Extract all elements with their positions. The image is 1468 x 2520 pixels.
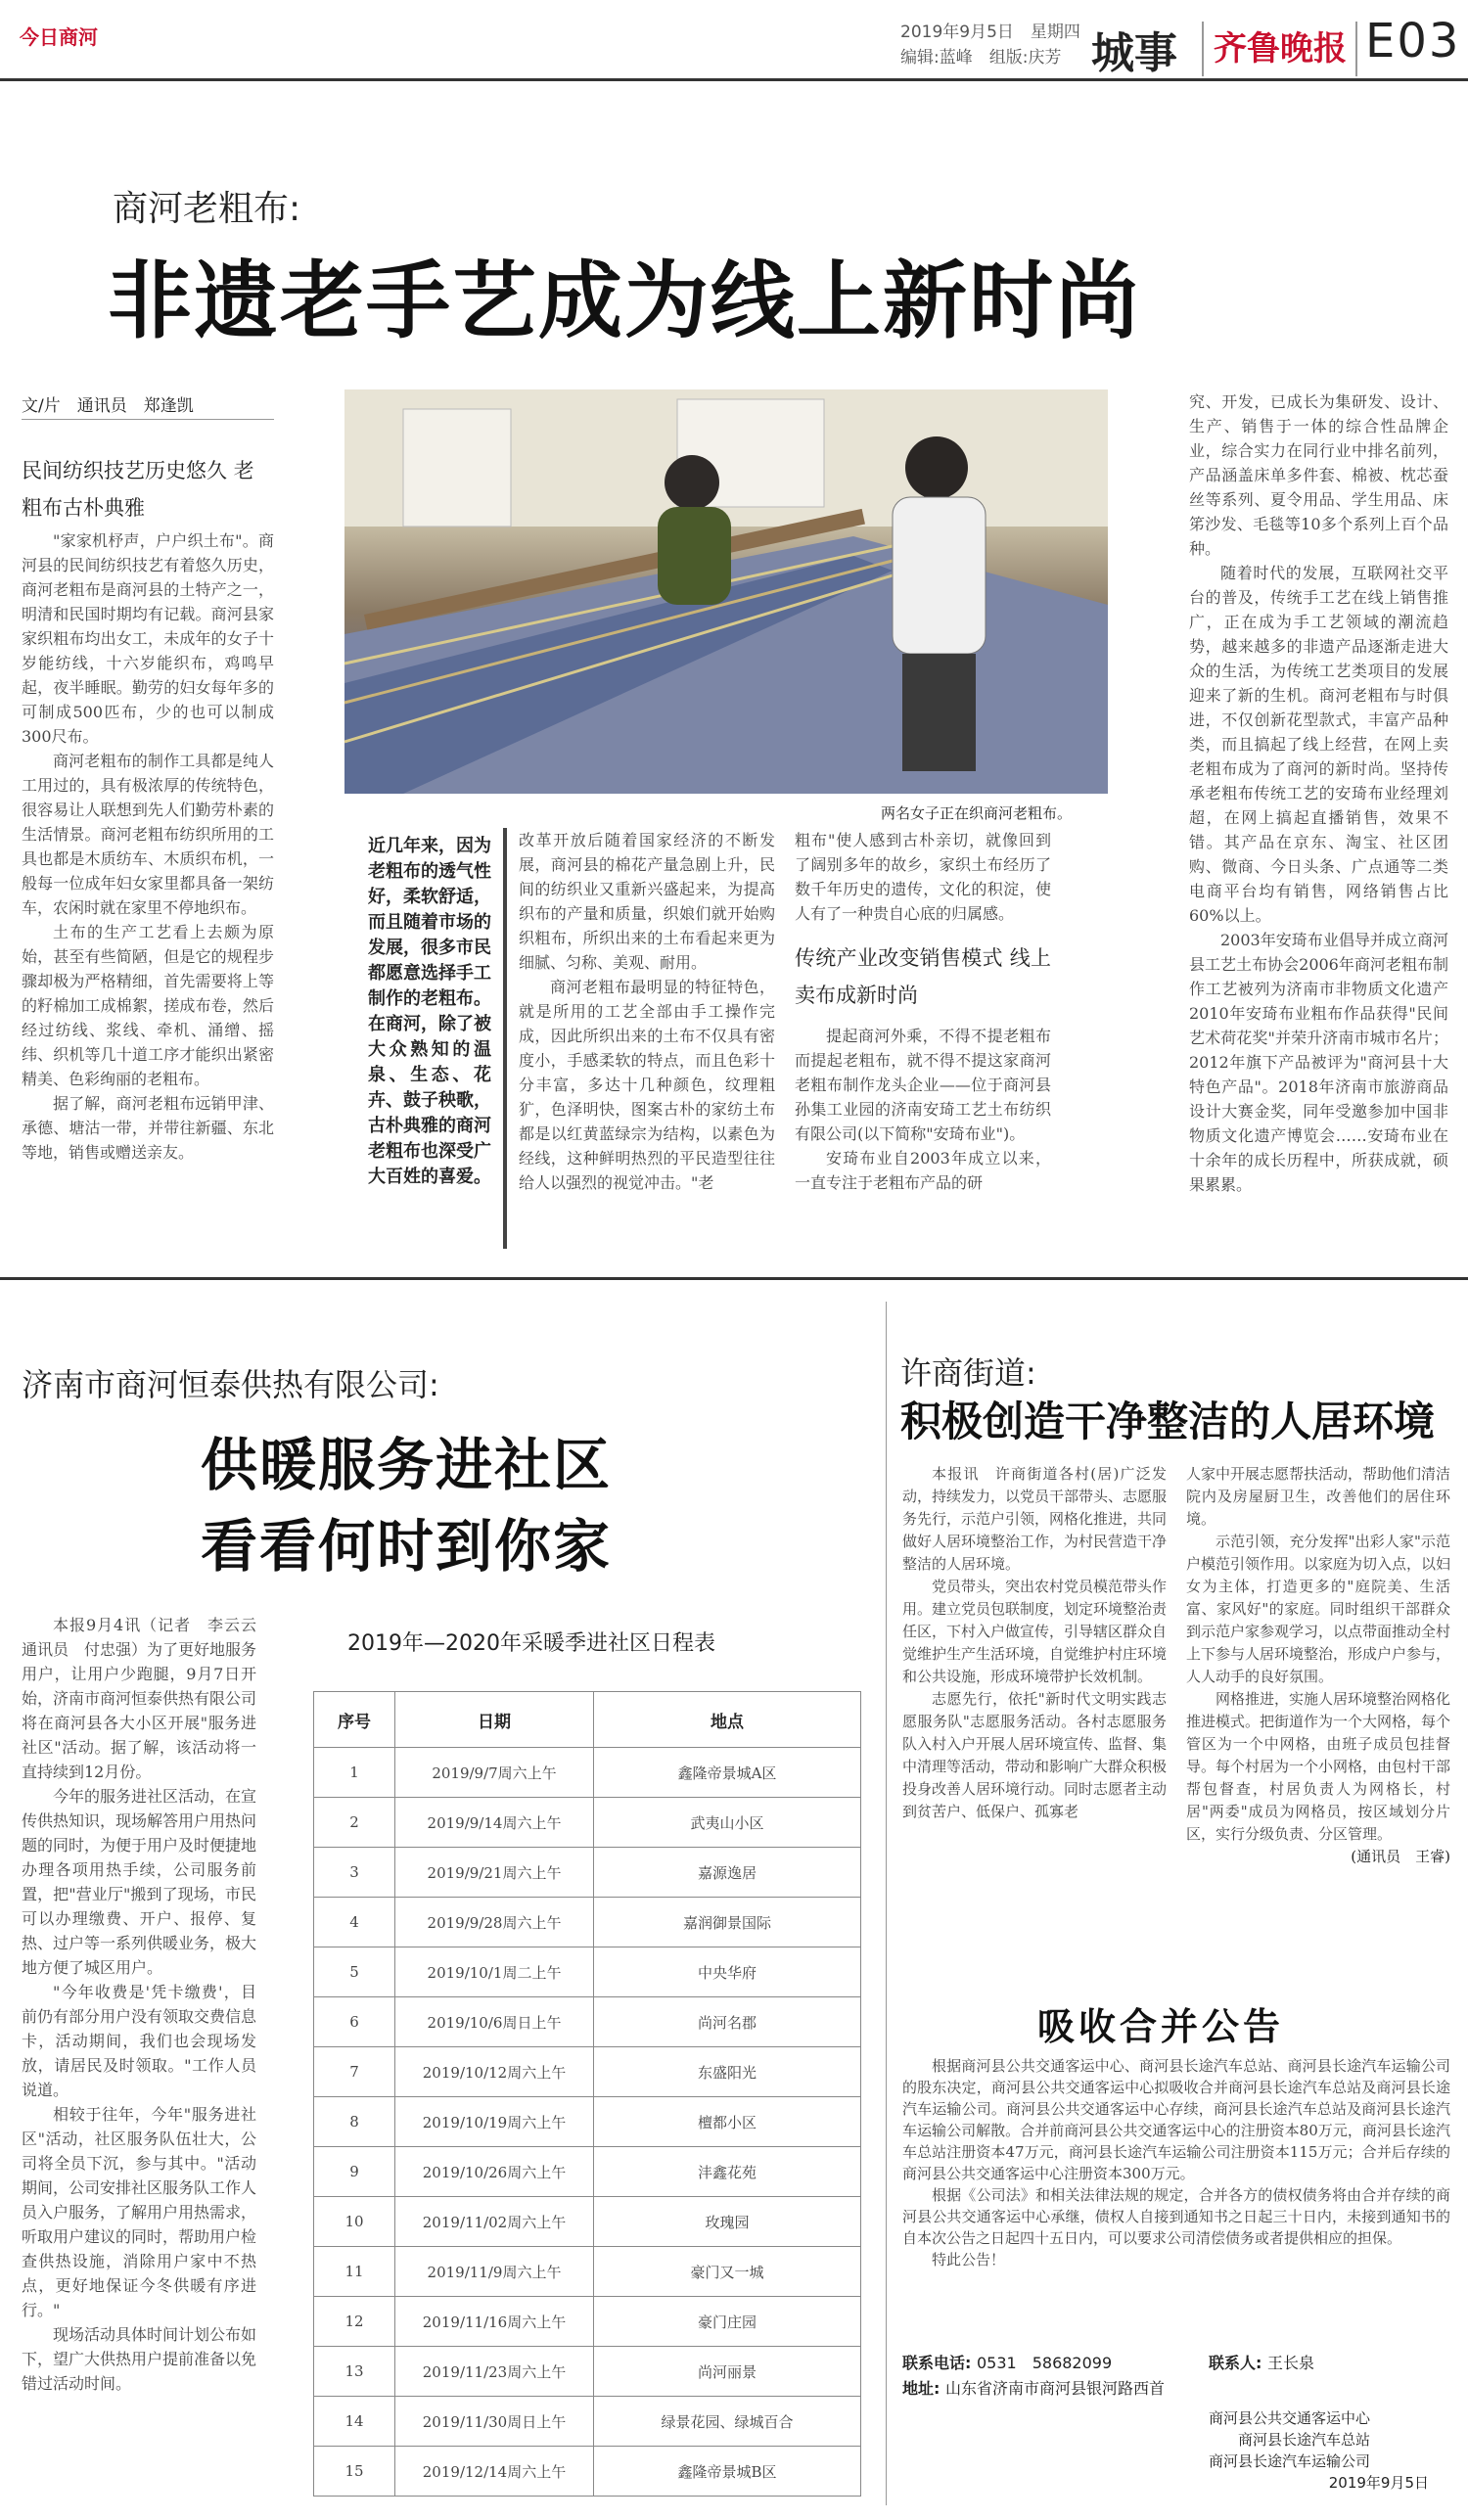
paragraph: 根据《公司法》和相关法律法规的规定，合并各方的债权债务将由合并存续的商河县公共交通客运中心承继，债权人自接到通知书之日起三十日内，未接到通知书的自本次公告之日起四十五日内，可以要求公司清偿债务或者提供相应的担保。 (902, 2186, 1450, 2247)
article1-kicker: 商河老粗布: (113, 189, 301, 229)
paragraph: 商河老粗布的制作工具都是纯人工用过的，具有极浓厚的传统特色，很容易让人联想到先人们勤劳朴素的生活情景。商河老粗布纺织所用的工具也都是木质纺车、木质织布机，一般每一位成年妇女家里都具备一架纺车，农闲时就在家里不停地织布。 (22, 752, 274, 917)
table-row (314, 2297, 861, 2347)
article3-column-1 (902, 1463, 1167, 2040)
paragraph: 土布的生产工艺看上去颇为原始，甚至有些简陋，但是它的规程步骤却极为严格精细，首先需要将上等的籽棉加工成棉絮，搓成布卷，然后经过纺线、浆线、牵机、涌缯、摇纬、织机等几十道工序才能织出紧密精美、色彩绚丽的老粗布。 (22, 923, 274, 1088)
paragraph: 人家中开展志愿帮扶活动，帮助他们清洁院内及房屋厨卫生，改善他们的居住环境。 (1186, 1465, 1451, 1528)
paragraph: 改革开放后随着国家经济的不断发展，商河县的棉花产量急剧上升，民间的纺织业又重新兴盛起来，为提高织布的产量和质量，织娘们就开始购织粗布，所织出来的土布看起来更为细腻、匀称、美观、耐用。 (519, 831, 775, 972)
contact-value: 王长泉 (1266, 2354, 1314, 2372)
cell-date: 2019/11/9周六上午 (395, 2247, 594, 2297)
article1-column-1 (22, 528, 274, 1262)
paragraph: 本报讯 许商街道各村(居)广泛发动，持续发力，以党员干部带头、志愿服务先行，示范户引领，网格化推进，共同做好人居环境整治工作，为村民营造干净整洁的人居环境。 (902, 1465, 1168, 1573)
column-header: 序号 (314, 1692, 395, 1748)
cell-date: 2019/10/6周日上午 (395, 1997, 594, 2047)
cell-index: 14 (314, 2397, 395, 2447)
cell-location: 绿景花园、绿城百合 (594, 2397, 861, 2447)
table-row (314, 2347, 861, 2397)
paragraph: 示范引领，充分发挥"出彩人家"示范户模范引领作用。以家庭为切入点，以妇女为主体，打造更多的"庭院美、生活富、家风好"的家庭。同时组织干部群众到示范户家参观学习，以点带面推动全村上下参与人居环境整治，形成户户参与，人人动手的良好氛围。 (1186, 1533, 1451, 1685)
cell-date: 2019/9/21周六上午 (395, 1848, 594, 1898)
photo-caption: 两名女子正在织商河老粗布。 (881, 804, 1073, 822)
cell-index: 12 (314, 2297, 395, 2347)
article1-subhead1: 民间纺织技艺历史悠久 老粗布古朴典雅 (22, 459, 254, 520)
cell-location: 豪门又一城 (594, 2247, 861, 2297)
table-row (314, 2047, 861, 2097)
signatory: 商河县公共交通客运中心 (1208, 2409, 1370, 2427)
address-label: 地址: (902, 2379, 940, 2398)
paragraph: 据了解，商河老粗布远销甲津、承德、塘沽一带，并带往新疆、东北等地，销售或赠送亲友。 (22, 1094, 274, 1162)
header-divider (1202, 22, 1204, 76)
cell-date: 2019/12/14周六上午 (395, 2447, 594, 2497)
cell-date: 2019/11/02周六上午 (395, 2197, 594, 2247)
cell-location: 嘉源逸居 (594, 1848, 861, 1898)
cell-location: 豪门庄园 (594, 2297, 861, 2347)
table-row (314, 2247, 861, 2297)
article1-headline: 非遗老手艺成为线上新时尚 (108, 252, 1141, 350)
table-row (314, 1848, 861, 1898)
cell-index: 10 (314, 2197, 395, 2247)
newspaper-brand: 齐鲁晚报 (1214, 29, 1347, 69)
table-row (314, 1997, 861, 2047)
cell-index: 8 (314, 2097, 395, 2147)
table-row (314, 2397, 861, 2447)
address-value: 山东省济南市商河县银河路西首 (944, 2379, 1165, 2398)
weaving-illustration (344, 389, 1108, 794)
table-row (314, 1748, 861, 1798)
notice-title: 吸收合并公告 (1037, 2005, 1285, 2048)
cell-index: 13 (314, 2347, 395, 2397)
article2-column-1 (22, 1613, 273, 2503)
page-number: E03 (1365, 14, 1461, 69)
article3-credit: (通讯员 王睿) (1351, 1848, 1450, 1865)
cell-date: 2019/9/7周六上午 (395, 1748, 594, 1798)
contact-label: 联系人: (1209, 2354, 1262, 2372)
cell-location: 鑫隆帝景城A区 (594, 1748, 861, 1798)
cell-date: 2019/9/14周六上午 (395, 1798, 594, 1848)
article1-subhead2: 传统产业改变销售模式 线上卖布成新时尚 (795, 946, 1051, 1007)
pullquote-box (344, 828, 507, 1249)
cell-index: 11 (314, 2247, 395, 2297)
article1-byline: 文/片 通讯员 郑逢凯 (22, 396, 194, 416)
cell-index: 15 (314, 2447, 395, 2497)
cell-location: 中央华府 (594, 1947, 861, 1997)
phone-label: 联系电话: (902, 2354, 972, 2372)
cell-index: 3 (314, 1848, 395, 1898)
cell-location: 嘉润御景国际 (594, 1898, 861, 1947)
table-row (314, 2097, 861, 2147)
article2-kicker: 济南市商河恒泰供热有限公司: (22, 1366, 439, 1403)
paragraph: 志愿先行，依托"新时代文明实践志愿服务队"志愿服务活动。各村志愿服务队入村入户开展人居环境宣传、监督、集中清理等活动，带动和影响广大群众积极投身改善人居环境行动。同时志愿者主动到贫苦户、低保户、孤寡老 (902, 1690, 1168, 1820)
table-header-row (314, 1692, 861, 1748)
cell-index: 4 (314, 1898, 395, 1947)
cell-date: 2019/10/12周六上午 (395, 2047, 594, 2097)
signature-date: 2019年9月5日 (1328, 2474, 1429, 2492)
paragraph: 相较于往年，今年"服务进社区"活动，社区服务队伍壮大，公司将全员下沉，参与其中。"活动期间，公司安排社区服务队工作人员入户服务，了解用户用热需求，听取用户建议的同时，帮助用户检查供热设施，消除用户家中不热点，更好地保证今冬供暖有序进行。" (22, 2105, 257, 2319)
cell-date: 2019/10/26周六上午 (395, 2147, 594, 2197)
notice-phone (902, 2351, 1112, 2373)
paragraph: 随着时代的发展，互联网社交平台的普及，传统手工艺在线上销售推广，正在成为手工艺领域的潮流趋势，越来越多的非遗产品逐渐走进大众的生活，为传统工艺类项目的发展迎来了新的生机。商河老粗布与时俱进，不仅创新花型款式，丰富产品种类，而且搞起了线上经营，在网上卖老粗布成为了商河的新时尚。坚持传承老粗布传统工艺的安琦布业经理刘超，在网上搞起直播销售，效果不错。其产品在京东、淘宝、社区团购、微商、今日头条、广点通等二类电商平台均有销售，网络销售占比60%以上。 (1189, 564, 1448, 925)
table-row (314, 2197, 861, 2247)
table-row (314, 1798, 861, 1848)
cell-date: 2019/10/19周六上午 (395, 2097, 594, 2147)
schedule-title: 2019年—2020年采暖季进社区日程表 (347, 1631, 715, 1656)
cell-date: 2019/11/23周六上午 (395, 2347, 594, 2397)
column-header: 日期 (395, 1692, 594, 1748)
paragraph: 安琦布业自2003年成立以来，一直专注于老粗布产品的研 (795, 1149, 1051, 1192)
cell-index: 9 (314, 2147, 395, 2197)
notice-address (902, 2376, 1165, 2399)
cell-index: 6 (314, 1997, 395, 2047)
cell-date: 2019/9/28周六上午 (395, 1898, 594, 1947)
phone-value: 0531 58682099 (976, 2354, 1113, 2372)
notice-contact (1209, 2351, 1314, 2373)
notice-signature (1106, 2407, 1429, 2494)
paragraph: 现场活动具体时间计划公布如下，望广大供热用户提前准备以免错过活动时间。 (22, 2325, 257, 2393)
article2-headline-line1: 供暖服务进社区 (201, 1432, 613, 1498)
paragraph: 提起商河外乘，不得不提老粗布而提起老粗布，就不得不提这家商河老粗布制作龙头企业——位于商河县孙集工业园的济南安琦工艺土布纺织有限公司(以下简称"安琦布业")。 (795, 1027, 1051, 1143)
paragraph: 今年的服务进社区活动，在宣传供热知识，现场解答用户用热问题的同时，为便于用户及时便捷地办理各项用热手续，公司服务前置，把"营业厅"搬到了现场，市民可以办理缴费、开户、报停、复热、过户等一系列供暖业务，极大地方便了城区用户。 (22, 1787, 257, 1977)
paragraph: 网格推进，实施人居环境整治网格化推进模式。把街道作为一个大网格，每个管区为一个中网格，由班子成员包挂督导。每个村居为一个小网格，由包村干部帮包督查，村居负责人为网格长，村居"两委"成员为网格员，按区域划分片区，实行分级负责、分区管理。 (1186, 1690, 1451, 1843)
section-title: 城事 (1091, 28, 1177, 78)
column-header: 地点 (594, 1692, 861, 1748)
cell-location: 尚河丽景 (594, 2347, 861, 2397)
header-divider (1355, 22, 1357, 76)
table-row (314, 1898, 861, 1947)
cell-location: 沣鑫花苑 (594, 2147, 861, 2197)
pullquote-text: 近几年来，因为老粗布的透气性好，柔软舒适，而且随着市场的发展，很多市民都愿意选择手工制作的老粗布。在商河，除了被大众熟知的温泉、生态、花卉、鼓子秧歌，古朴典雅的商河老粗布也深受广大百姓的喜爱。 (368, 836, 491, 1187)
table-row (314, 2447, 861, 2497)
cell-location: 尚河名郡 (594, 1997, 861, 2047)
cell-location: 武夷山小区 (594, 1798, 861, 1848)
cell-index: 7 (314, 2047, 395, 2097)
header-rule (0, 78, 1468, 81)
table-row (314, 1947, 861, 1997)
issue-date (900, 20, 1080, 70)
cell-location: 玫瑰园 (594, 2197, 861, 2247)
article3-column-2 (1186, 1463, 1450, 2040)
article1-column-2 (519, 828, 775, 1249)
paragraph: "家家机杼声，户户织土布"。商河县的民间纺织技艺有着悠久历史，商河老粗布是商河县的土特产之一，明清和民国时期均有记载。商河县家家织粗布均出女工，未成年的女子十岁能纺线，十六岁能织布，鸡鸣早起，夜半睡眠。勤劳的妇女每年多的可制成500匹布，少的也可以制成300尺布。 (22, 531, 274, 746)
cell-location: 东盛阳光 (594, 2047, 861, 2097)
schedule-table (313, 1691, 861, 2497)
weaving-photo (344, 389, 1108, 794)
cell-date: 2019/11/16周六上午 (395, 2297, 594, 2347)
cell-index: 5 (314, 1947, 395, 1997)
cell-index: 2 (314, 1798, 395, 1848)
article1-column-3 (795, 828, 1051, 1249)
paragraph: 根据商河县公共交通客运中心、商河县长途汽车总站、商河县长途汽车运输公司的股东决定，商河县公共交通客运中心拟吸收合并商河县长途汽车总站及商河县长途汽车运输公司。商河县公共交通客运中心存续，商河县长途汽车总站及商河县长途汽车运输公司解散。合并前商河县公共交通客运中心的注册资本80万元，商河县长途汽车总站注册资本47万元，商河县长途汽车运输公司注册资本115万元；合并后存续的商河县公共交通客运中心注册资本300万元。 (902, 2057, 1450, 2182)
article2-headline-line2: 看看何时到你家 (201, 1513, 613, 1580)
article3-headline: 积极创造干净整洁的人居环境 (900, 1397, 1436, 1445)
column-divider (886, 1302, 887, 2505)
section-rule (0, 1277, 1468, 1280)
notice-body (902, 2055, 1450, 2270)
article3-kicker: 许商街道: (900, 1354, 1036, 1392)
cell-location: 鑫隆帝景城B区 (594, 2447, 861, 2497)
paragraph: 商河老粗布最明显的特征特色，就是所用的工艺全部由手工操作完成，因此所织出来的土布不仅具有密度小，手感柔软的特点，而且色彩十分丰富，多达十几种颜色，纹理粗犷，色泽明快，图案古朴的家纺土布都是以红黄蓝绿宗为结构，以素色为经线，这种鲜明热烈的平民造型往往给人以强烈的视觉冲击。"老 (519, 978, 775, 1192)
article1-column-4 (1189, 389, 1448, 1251)
editors-text: 编辑:蓝峰 组版:庆芳 (900, 48, 1062, 68)
paragraph: "今年收费是'凭卡缴费'，目前仍有部分用户没有领取交费信息卡，活动期间，我们也会现场发放，请居民及时领取。"工作人员说道。 (22, 1983, 257, 2099)
paragraph: 2003年安琦布业倡导并成立商河县工艺土布协会2006年商河老粗布制作工艺被列为济南市非物质文化遗产2010年安琦布业粗布作品获得"民间艺术荷花奖"并荣升济南市城市名片；2012年旗下产品被评为"商河县十大特色产品"。2018年济南市旅游商品设计大赛金奖，同年受邀参加中国非物质文化遗产博览会……安琦布业在十余年的成长历程中，所获成就，硕果累累。 (1189, 931, 1448, 1194)
section-label: 今日商河 (20, 25, 98, 49)
paragraph: 特此公告！ (932, 2251, 1006, 2268)
signatory: 商河县长途汽车运输公司 (1208, 2452, 1370, 2470)
paragraph: 党员带头，突出农村党员模范带头作用。建立党员包联制度，划定环境整治责任区，下村入户做宣传，引导辖区群众自觉维护生产生活环境，自觉维护村庄环境和公共设施，形成环境带护长效机制。 (902, 1578, 1168, 1685)
signatory: 商河县长途汽车总站 (1237, 2431, 1370, 2449)
issue-date-text: 2019年9月5日 星期四 (900, 23, 1080, 42)
table-row (314, 2147, 861, 2197)
paragraph: 本报9月4讯（记者 李云云 通讯员 付忠强）为了更好地服务用户，让用户少跑腿，9月7日开始，济南市商河恒泰供热有限公司将在商河县各大小区开展"服务进社区"活动。据了解，该活动将一直持续到12月份。 (22, 1616, 273, 1781)
cell-date: 2019/10/1周二上午 (395, 1947, 594, 1997)
cell-location: 檀都小区 (594, 2097, 861, 2147)
paragraph: 究、开发，已成长为集研发、设计、生产、销售于一体的综合性品牌企业，综合实力在同行业中排名前列，产品涵盖床单多件套、棉被、枕芯蚕丝等系列、夏令用品、学生用品、床笫沙发、毛毯等10多个系列上百个品种。 (1189, 392, 1448, 558)
cell-date: 2019/11/30周日上午 (395, 2397, 594, 2447)
cell-index: 1 (314, 1748, 395, 1798)
byline-rule (22, 419, 274, 420)
paragraph: 粗布"使人感到古朴亲切，就像回到了阔别多年的故乡，家织土布经历了数千年历史的遗传，文化的积淀，使人有了一种贵自心底的归属感。 (795, 831, 1051, 923)
